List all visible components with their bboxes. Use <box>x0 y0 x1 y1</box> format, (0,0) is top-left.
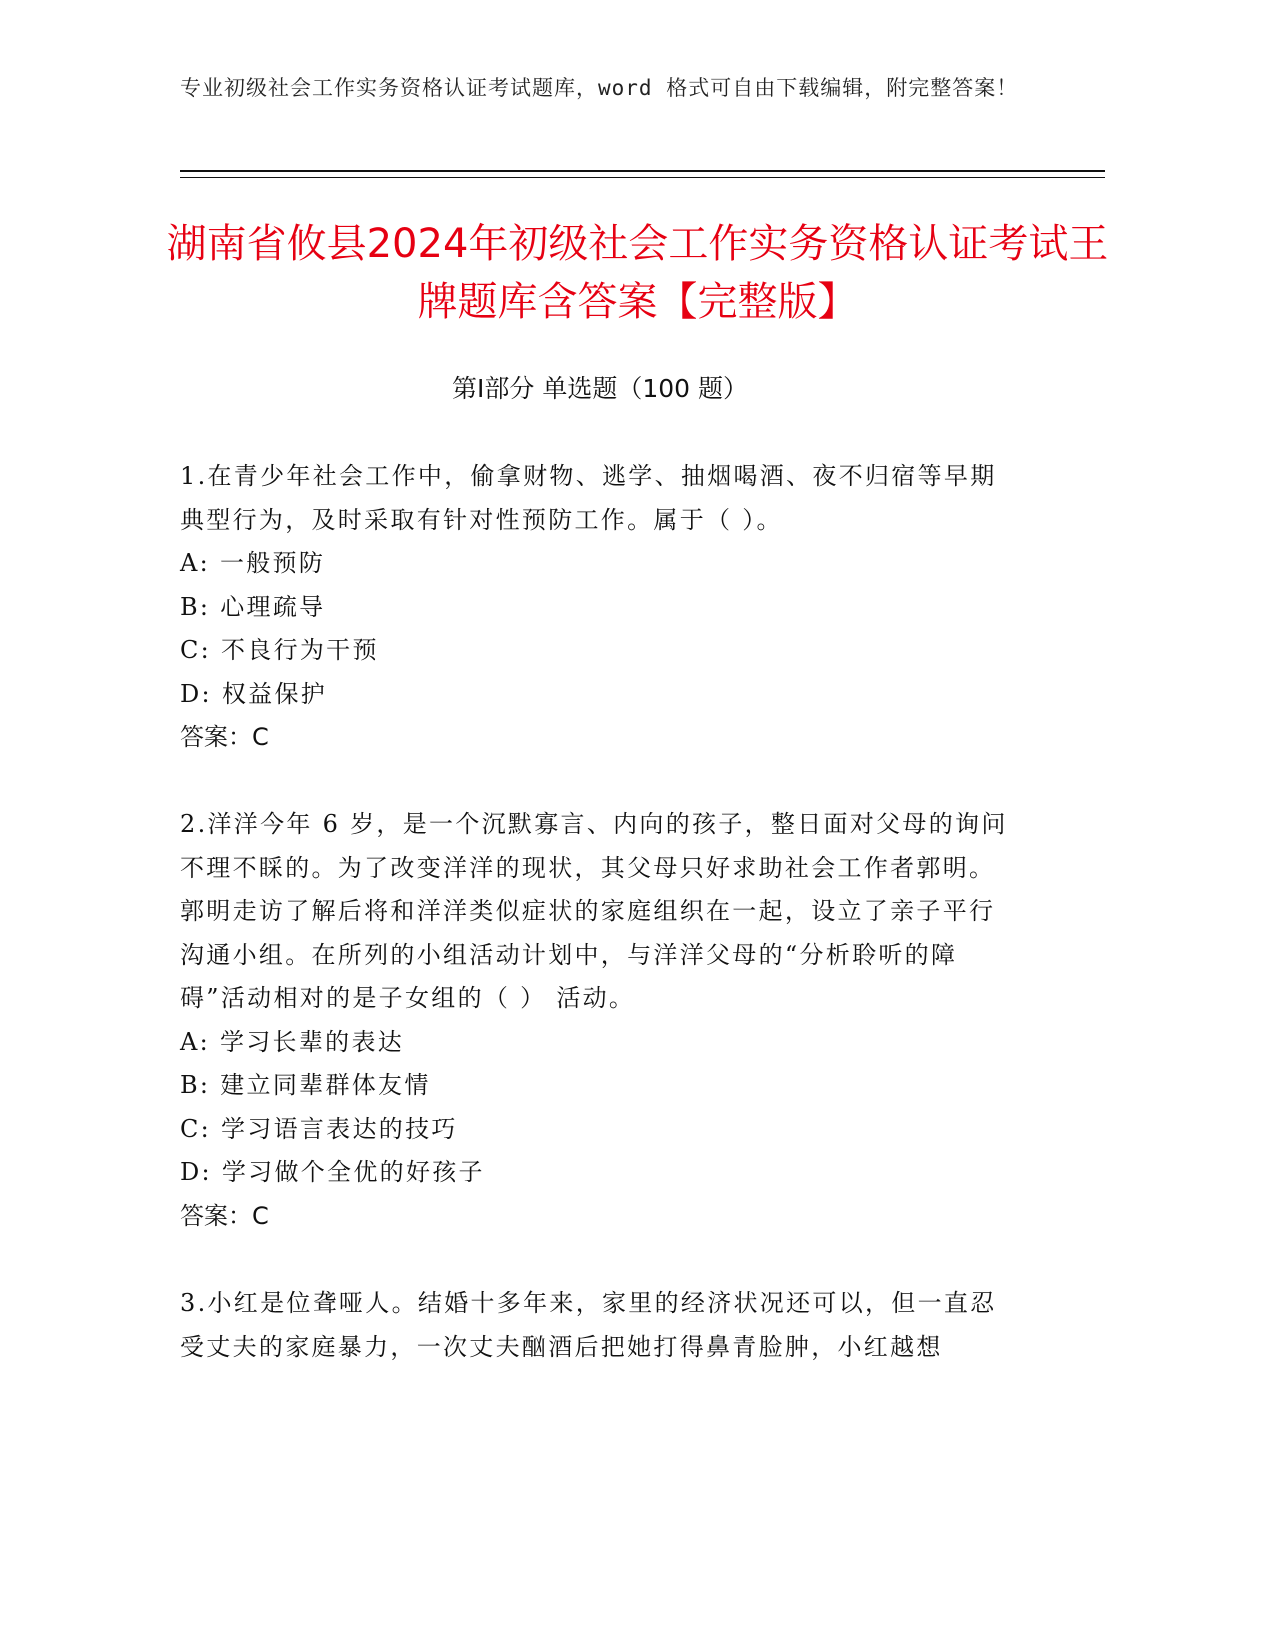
question-2 <box>180 803 1020 1238</box>
question-3 <box>180 1282 1020 1369</box>
option-c: C: 学习语言表达的技巧 <box>180 1114 458 1143</box>
option-d: D: 权益保护 <box>180 679 328 708</box>
answer: 答案：C <box>180 723 269 751</box>
option-a: A: 一般预防 <box>180 549 326 577</box>
option-d: D: 学习做个全优的好孩子 <box>180 1158 485 1186</box>
answer: 答案：C <box>180 1201 269 1230</box>
question-stem: 1.在青少年社会工作中，偷拿财物、逃学、抽烟喝酒、夜不归宿等早期典型行为，及时采取有针对性预防工作。属于（ ）。 <box>180 462 997 534</box>
question-stem: 2.洋洋今年 6 岁，是一个沉默寡言、内向的孩子，整日面对父母的询问不理不睬的。为了改变洋洋的现状，其父母只好求助社会工作者郭明。郭明走访了解后将和洋洋类似症状的家庭组织在一起，设立了亲子平行沟通小组。在所列的小组活动计划中，与洋洋父母的“分析聆听的障碍”活动相对的是子女组的（ ） 活动。 <box>180 810 1008 1012</box>
header-divider-thin <box>180 177 1105 178</box>
header-note: 专业初级社会工作实务资格认证考试题库，word 格式可自由下载编辑，附完整答案！ <box>180 76 1019 100</box>
question-stem: 3.小红是位聋哑人。结婚十多年来，家里的经济状况还可以，但一直忍受丈夫的家庭暴力，一次丈夫酗酒后把她打得鼻青脸肿，小红越想 <box>180 1289 997 1361</box>
section-title: 第Ⅰ部分 单选题（100 题） <box>452 374 748 403</box>
question-1 <box>180 455 1020 760</box>
document-title: 湖南省攸县2024年初级社会工作实务资格认证考试王牌题库含答案【完整版】 <box>166 221 1109 325</box>
header-divider <box>180 170 1105 172</box>
option-a: A: 学习长辈的表达 <box>180 1027 405 1056</box>
option-b: B: 建立同辈群体友情 <box>180 1071 431 1099</box>
option-b: B: 心理疏导 <box>180 592 326 621</box>
option-c: C: 不良行为干预 <box>180 636 379 664</box>
